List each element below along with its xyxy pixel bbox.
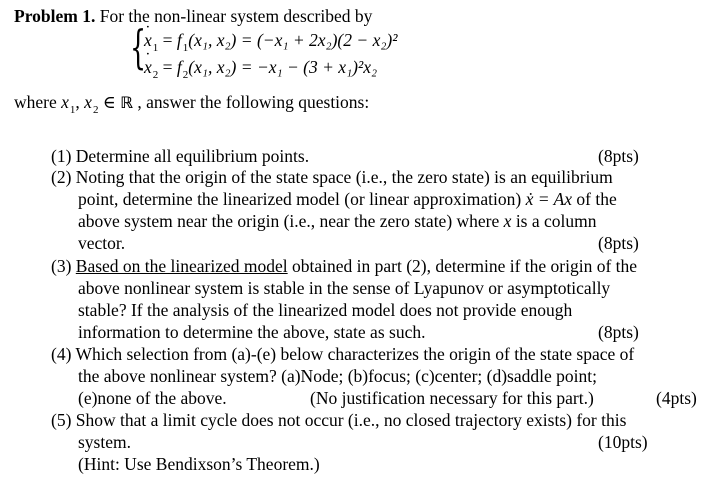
eq1-lhs-sub: 1	[152, 42, 159, 54]
eq1-f: f	[176, 30, 182, 50]
q3-number: (3)	[51, 256, 72, 276]
q5-points: (10pts)	[598, 432, 648, 452]
q2-points: (8pts)	[598, 233, 639, 253]
q4-line-3: (e)none of the above.	[78, 388, 227, 408]
left-brace: {	[130, 20, 147, 74]
q2-var: x	[503, 211, 512, 231]
q2-line-1: Noting that the origin of the state space (i.e., the zero state) is an equilibrium	[75, 167, 613, 187]
problem-intro: For the non-linear system described by	[99, 6, 373, 26]
where-word: where	[14, 92, 57, 112]
q1-number: (1)	[51, 146, 72, 166]
problem-label: Problem 1.	[14, 6, 96, 26]
q3-line-5: information to determine the above, state as such.	[78, 322, 426, 342]
q5-line-2: system.	[78, 432, 131, 452]
q2-line-4: above system near the origin (i.e., near the zero state) where	[78, 211, 500, 231]
q2-line-2: point, determine the linearized model (or linear approximation)	[78, 189, 522, 209]
eq1-lhs: ˙ x	[144, 30, 152, 50]
eq2-args: (x₁, x₂)	[188, 57, 237, 77]
q5-hint: (Hint: Use Bendixson’s Theorem.)	[78, 454, 320, 474]
q2-line-3: of the	[576, 189, 617, 209]
q1-line-1: Determine all equilibrium points.	[75, 146, 310, 166]
eq2-f-sub: 2	[182, 69, 189, 81]
q3-line-4: stable? If the analysis of the linearized model does not provide enough	[78, 300, 573, 320]
q5-number: (5)	[51, 410, 72, 430]
q3-line-1: Based on the linearized model	[75, 256, 288, 276]
q3-points: (8pts)	[598, 322, 639, 342]
q5-line-1: Show that a limit cycle does not occur (i.e., no closed trajectory exists) for this	[75, 410, 627, 430]
where-line: where $x_1$, $x_2$ ∈ ℝ , answer the following questions:	[14, 92, 370, 116]
q4-line-2: the above nonlinear system? (a)Node; (b)focus; (c)center; (d)saddle point;	[78, 366, 597, 386]
q2-model: ẋ = Ax	[525, 189, 573, 209]
q2-line-5: is a column	[515, 211, 597, 231]
real-numbers-symbol: ℝ	[120, 93, 133, 112]
equation-2: ˙ $x_2 = f_2(x_1$, x₂) = −x₁ − (3 + x₁)²x₂	[144, 57, 377, 81]
eq2-rhs: = −x₁ − (3 + x₁)²x₂	[240, 57, 378, 77]
q4-line-1: Which selection from (a)-(e) below characterizes the origin of the state space of	[75, 344, 635, 364]
q3-line-3: above nonlinear system is stable in the sense of Lyapunov or asymptotically	[78, 278, 611, 298]
eq2-f: f	[176, 57, 182, 77]
eq2-lhs: ˙ x	[144, 57, 152, 77]
equation-1: ˙ $x_1 = f_1(x_1$, x₂) = (−x₁ + 2x₂)(2 − x₂)²	[144, 30, 398, 54]
q4-points: (4pts)	[656, 388, 697, 408]
eq1-args: (x₁, x₂)	[188, 30, 237, 50]
q2-line-6: vector.	[78, 233, 126, 253]
q3-line-2: obtained in part (2), determine if the origin of the	[292, 256, 638, 276]
q4-line-4: (No justification necessary for this part.)	[310, 388, 594, 408]
problem-header	[14, 6, 372, 27]
q1-points: (8pts)	[598, 146, 639, 166]
eq1-rhs: = (−x₁ + 2x₂)(2 − x₂)²	[240, 30, 398, 50]
answer-text: , answer the following questions:	[137, 92, 370, 112]
q4-number: (4)	[51, 344, 72, 364]
eq1-f-sub: 1	[182, 42, 189, 54]
eq2-lhs-sub: 2	[152, 69, 159, 81]
q2-number: (2)	[51, 167, 72, 187]
